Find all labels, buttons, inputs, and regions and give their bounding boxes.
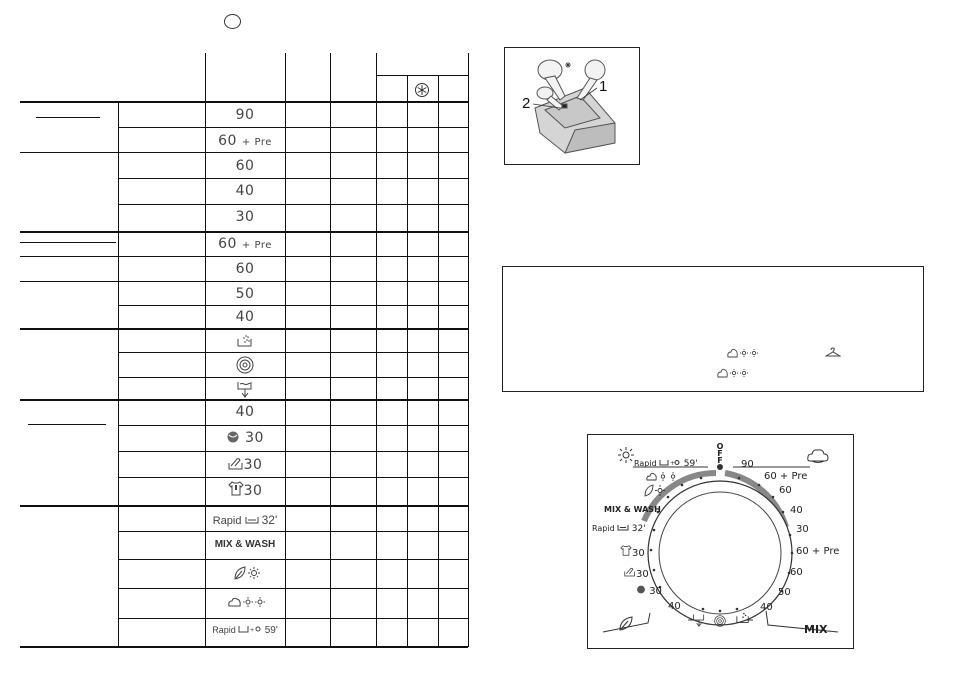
table-vline [330, 53, 331, 647]
program-cell: 30 [235, 209, 255, 225]
table-hline [118, 531, 468, 532]
program-cell: 60 + Pre [218, 236, 272, 252]
cloud-sun-icon [727, 347, 759, 359]
dial-label-handwash: 30 [624, 566, 649, 580]
program-cell: 50 [235, 286, 255, 302]
dial-label-wool: 30 [636, 585, 662, 597]
leaf-icon [618, 615, 634, 631]
dial-label-right: 60 [779, 485, 792, 496]
dial-label-right: 90 [741, 459, 754, 470]
sun-icon [618, 447, 634, 463]
eco-sun-icon [644, 484, 666, 497]
program-cell: Rapid 32' [212, 513, 278, 527]
table-hline [118, 377, 468, 378]
cloud-sun-icon [227, 595, 267, 609]
tub-plus-sun-icon [659, 459, 681, 466]
dial-label-mix: MIX [804, 623, 828, 636]
cloud-icon [807, 447, 829, 465]
table-hline [20, 328, 468, 330]
svg-text:+: + [250, 627, 255, 633]
drain-icon [237, 380, 253, 398]
table-hline [118, 425, 468, 426]
program-cell: 60 + Pre [218, 133, 272, 149]
category-underline [28, 424, 106, 425]
table-hline [20, 646, 468, 648]
table-hline [118, 178, 468, 179]
eco-sun-icon [233, 565, 261, 581]
table-hline [118, 451, 468, 452]
svg-text:+: + [670, 460, 676, 466]
table-hline [20, 231, 468, 233]
table-hline [118, 352, 468, 353]
table-hline [20, 505, 468, 507]
dial-label-mix-wash: MIX & WASH [604, 505, 661, 514]
detergent-drawer-figure [504, 47, 640, 165]
category-underline [36, 117, 100, 118]
dial-label-right: 40 [790, 505, 803, 516]
rinse-icon [237, 333, 253, 349]
dial-label-rapid32: Rapid 32' [592, 524, 646, 534]
dial-label-right: 60 + Pre [796, 546, 840, 557]
program-cell: MIX & WASH [214, 539, 276, 550]
table-hline [118, 588, 468, 589]
tub-icon [245, 516, 259, 524]
table-vline [407, 75, 408, 647]
table-hline [118, 618, 468, 619]
tub-plus-sun-icon [238, 625, 262, 633]
table-vline [285, 53, 286, 647]
table-hline [118, 305, 468, 306]
dial-label-shirt: 30 [620, 545, 645, 559]
table-hline [118, 204, 468, 205]
shirt-icon [620, 545, 632, 556]
tub-icon [617, 524, 629, 531]
dial-label-right: 60 [790, 567, 803, 578]
program-cell: 40 [235, 404, 255, 420]
table-hline [20, 256, 468, 257]
program-dial-panel [587, 434, 854, 649]
dial-label-right: 30 [796, 524, 809, 535]
table-hline [118, 477, 468, 478]
wool-icon [226, 431, 240, 443]
program-cell: Rapid + 59' [212, 625, 278, 636]
dial-label-right: 40 [760, 602, 773, 613]
table-vline [376, 53, 377, 647]
cloud-sun-icon [646, 471, 678, 482]
snowflake-icon [414, 82, 430, 98]
callout-2: 2 [522, 95, 531, 112]
program-cell: 30 [206, 456, 284, 473]
drain-icon [692, 613, 706, 627]
table-hline [20, 152, 468, 153]
note-box [502, 266, 924, 392]
dial-label-left: 40 [668, 601, 681, 612]
program-cell: 60 [235, 158, 255, 174]
table-hline [20, 399, 468, 401]
program-cell: 30 [206, 481, 284, 499]
rinse-icon [736, 611, 750, 625]
dial-label-right: 60 + Pre [764, 471, 808, 482]
callout-1: 1 [599, 78, 608, 95]
hanger-icon [825, 347, 841, 357]
cloud-sun-icon [717, 367, 749, 379]
table-hline [376, 75, 468, 76]
dial-label-right: 50 [778, 587, 791, 598]
dial-label-rapid59: Rapid + 59' [634, 459, 698, 469]
program-cell: 40 [235, 183, 255, 199]
handwash-icon [624, 566, 636, 577]
table-vline [468, 53, 469, 647]
spin-icon [236, 356, 254, 374]
handwash-icon [228, 456, 244, 470]
spin-icon [714, 615, 726, 627]
table-hline [20, 101, 468, 103]
program-cell: 40 [235, 309, 255, 325]
dial-off-label: O F F [716, 442, 724, 465]
program-cell: 30 [206, 430, 284, 446]
category-underline [20, 242, 116, 243]
table-hline [118, 127, 468, 128]
table-vline [438, 75, 439, 647]
language-marker [224, 14, 241, 29]
table-hline [20, 281, 468, 282]
wool-icon [636, 585, 646, 594]
program-cell: 90 [235, 107, 255, 123]
program-cell: 60 [235, 261, 255, 277]
table-hline [118, 559, 468, 560]
table-vline [118, 102, 119, 647]
shirt-icon [228, 481, 244, 496]
